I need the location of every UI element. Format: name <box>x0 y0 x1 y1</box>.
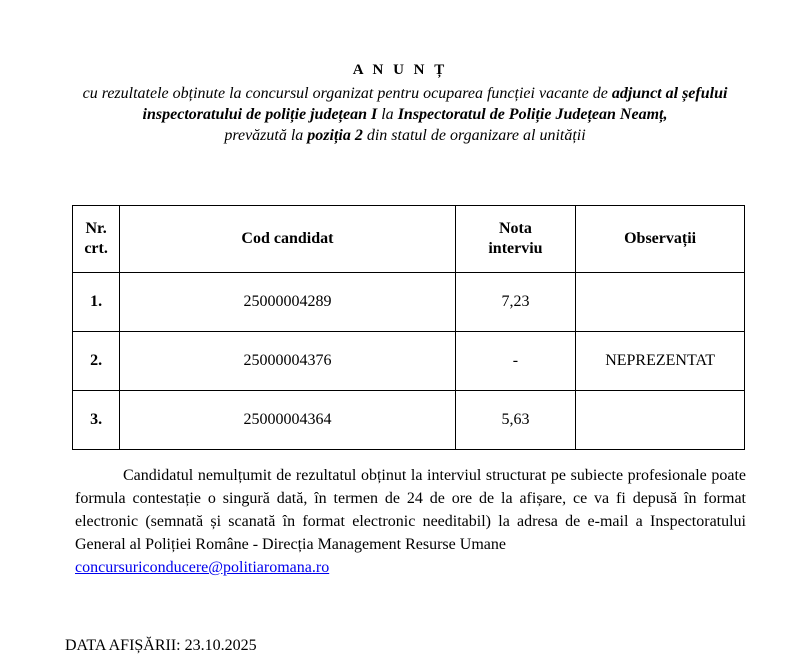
row-nr: 3. <box>73 391 120 450</box>
announcement-title: A N U N Ț <box>352 62 448 78</box>
row-cod: 25000004289 <box>120 273 455 332</box>
contestation-text: Candidatul nemulțumit de rezultatul obținut la interviul structurat pe subiecte profesionale poate formula contestație o singură dată, în termen de 24 de ore de la afișare, ce va fi depusă în format electronic (semnată și scanată în format electronic needitabil) la adresa de e-mail a Inspectoratului General al Poliției Române - Direcția Management Resurse Umane <box>75 467 746 553</box>
row-obs <box>576 273 745 332</box>
header-nr-line2: crt. <box>84 240 108 257</box>
email-link[interactable]: concursuriconducere@politiaromana.ro <box>75 559 330 576</box>
subtitle-part1: cu rezultatele obținute la concursul organizat pentru ocuparea funcției vacante de <box>82 85 612 102</box>
row-nota: - <box>455 332 576 391</box>
header-cod: Cod candidat <box>120 206 455 273</box>
row-nr: 1. <box>73 273 120 332</box>
header-nr-line1: Nr. <box>85 220 107 237</box>
header-obs: Observații <box>576 206 745 273</box>
results-table <box>72 205 745 450</box>
contestation-paragraph <box>75 464 746 579</box>
header-nota-line1: Nota <box>499 220 532 237</box>
table-row <box>73 273 745 332</box>
subtitle-part2: la <box>377 106 398 123</box>
announcement-subtitle <box>60 83 750 146</box>
row-obs: NEPREZENTAT <box>576 332 745 391</box>
table-row <box>73 391 745 450</box>
header-nota-line2: interviu <box>488 240 543 257</box>
posting-date: DATA AFIȘĂRII: 23.10.2025 <box>65 637 257 654</box>
row-cod: 25000004364 <box>120 391 455 450</box>
header-nota <box>455 206 576 273</box>
subtitle-part3: prevăzută la <box>224 127 308 144</box>
row-nr: 2. <box>73 332 120 391</box>
subtitle-institution: Inspectoratul de Poliție Județean Neamț, <box>397 106 668 123</box>
subtitle-part4: din statul de organizare al unității <box>362 127 586 144</box>
row-cod: 25000004376 <box>120 332 455 391</box>
subtitle-pos: poziția 2 <box>307 127 363 144</box>
table-header-row <box>73 206 745 273</box>
subtitle-position: adjunct al șefului inspectoratului de poliție județean I <box>142 85 728 123</box>
header-nr <box>73 206 120 273</box>
row-obs <box>576 391 745 450</box>
table-row <box>73 332 745 391</box>
row-nota: 7,23 <box>455 273 576 332</box>
row-nota: 5,63 <box>455 391 576 450</box>
